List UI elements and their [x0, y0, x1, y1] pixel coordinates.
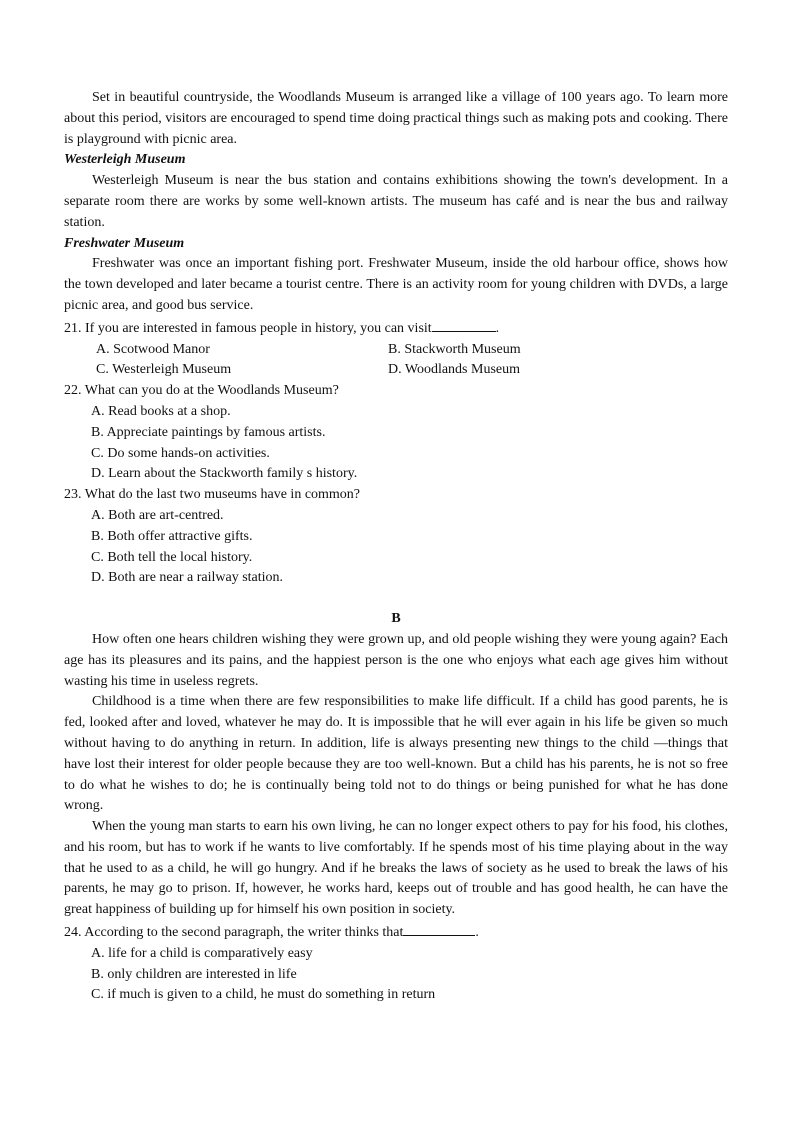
question-24	[64, 921, 728, 1006]
question-stem: 24. According to the second paragraph, the writer thinks that .	[64, 921, 728, 944]
options-list	[64, 340, 728, 382]
question-23	[64, 485, 728, 589]
option-b: B. Stackworth Museum	[388, 341, 521, 357]
freshwater-heading: Freshwater Museum	[64, 235, 185, 251]
question-stem: 22. What can you do at the Woodlands Museum?	[64, 383, 339, 399]
passage-b-paragraph-3: When the young man starts to earn his own living, he can no longer expect others to pay for his food, his clothes, and his room, but has to work if he wants to live comfortably. If he spends most of his time playing about in the way that he used to as a child, he will go hungry. And if he breaks the laws of society as he used to break the laws of his parents, he may go to prison. If, however, he works hard, keeps out of trouble and has good health, he can have the great happiness of building up for himself his own position in society.	[64, 819, 728, 918]
answer-blank	[432, 317, 496, 332]
freshwater-paragraph: Freshwater was once an important fishing port. Freshwater Museum, inside the old harbour office, shows how the town developed and later became a tourist centre. There is an activity room for young children with DVDs, a large picnic area, and good bus service.	[64, 256, 728, 313]
passage-b-paragraph-1: How often one hears children wishing they were grown up, and old people wishing they were young again? Each age has its pleasures and its pains, and the happiest person is the one who enjoys what each age gives him without wasting his time in useless regrets.	[64, 631, 728, 689]
option-c: C. Do some hands-on activities.	[91, 445, 270, 461]
options-list	[64, 402, 728, 485]
option-b: B. Both offer attractive gifts.	[91, 528, 253, 544]
question-21	[64, 317, 728, 381]
document-page	[64, 88, 728, 1006]
westerleigh-heading: Westerleigh Museum	[64, 152, 186, 168]
option-a: A. Both are art-centred.	[91, 507, 224, 523]
option-b: B. only children are interested in life	[91, 966, 297, 982]
question-stem: 23. What do the last two museums have in common?	[64, 487, 361, 503]
westerleigh-paragraph: Westerleigh Museum is near the bus station and contains exhibitions showing the town's development. In a separate room there are works by some well-known artists. The museum has café and is near the bus and railway station.	[64, 173, 728, 230]
question-22	[64, 381, 728, 485]
option-a: A. Scotwood Manor	[96, 341, 210, 357]
options-list	[64, 506, 728, 589]
option-c: C. if much is given to a child, he must do something in return	[91, 987, 436, 1003]
option-a: A. life for a child is comparatively easy	[91, 945, 313, 961]
woodlands-paragraph: Set in beautiful countryside, the Woodlands Museum is arranged like a village of 100 years ago. To learn more about this period, visitors are encouraged to spend time doing practical things such as making pots and cooking. There is playground with picnic area.	[64, 90, 728, 147]
option-c: C. Both tell the local history.	[91, 549, 253, 565]
option-a: A. Read books at a shop.	[91, 403, 231, 419]
question-stem: 21. If you are interested in famous people in history, you can visit .	[64, 317, 728, 340]
option-b: B. Appreciate paintings by famous artists.	[91, 424, 326, 440]
option-d: D. Learn about the Stackworth family s history.	[91, 466, 358, 482]
section-b-title: B	[391, 611, 401, 627]
options-list	[64, 944, 728, 1006]
option-d: D. Woodlands Museum	[388, 362, 521, 378]
answer-blank	[403, 921, 475, 936]
option-d: D. Both are near a railway station.	[91, 570, 284, 586]
passage-b-paragraph-2: Childhood is a time when there are few responsibilities to make life difficult. If a child has good parents, he is fed, looked after and loved, whatever he may do. It is impossible that he will ever again in his life be given so much without having to do anything in return. In addition, life is always presenting new things to the child —things that have lost their interest for older people because they are too well-known. But a child has his parents, he is not so free to do what he wishes to do; he is continually being told not to do things or being punished for what he has done wrong.	[64, 694, 728, 814]
option-c: C. Westerleigh Museum	[96, 362, 232, 378]
